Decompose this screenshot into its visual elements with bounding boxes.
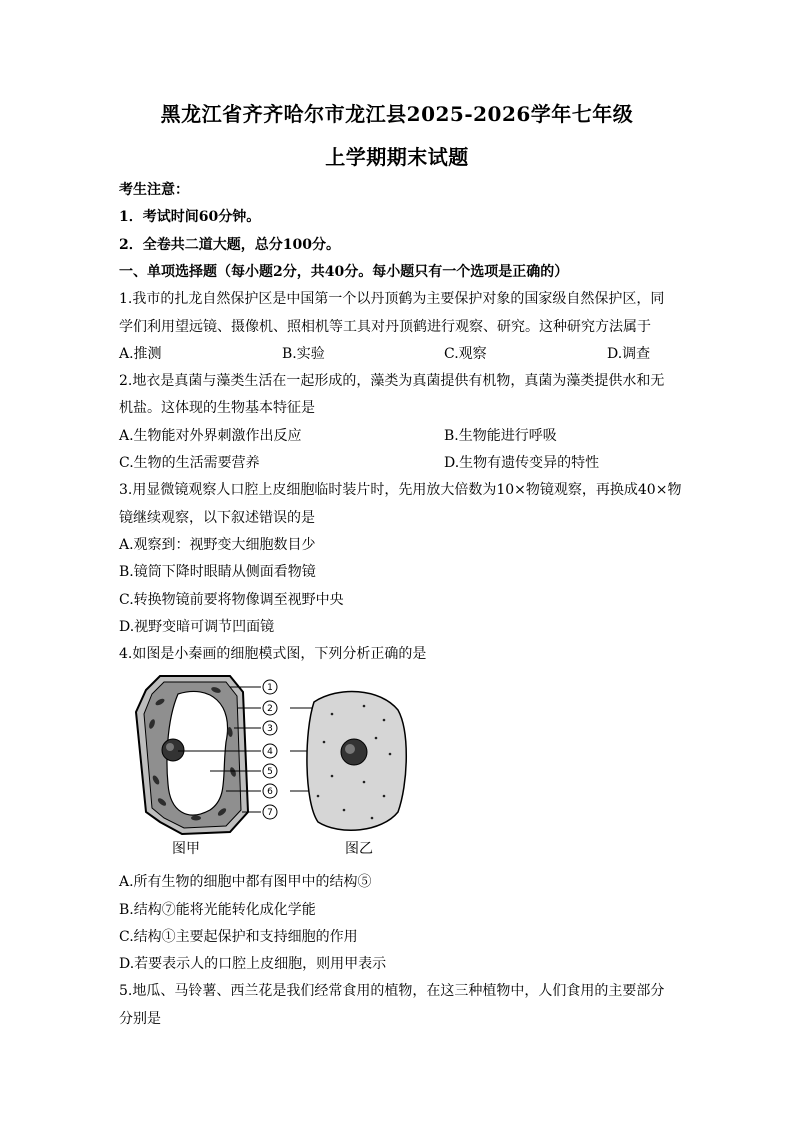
svg-text:3: 3 (267, 724, 273, 734)
notice-item-2: 2．全卷共二道大题，总分100分。 (119, 237, 340, 253)
svg-text:2: 2 (267, 704, 273, 714)
q2-stem-line2: 机盐。这体现的生物基本特征是 (119, 400, 315, 416)
svg-text:7: 7 (267, 808, 273, 818)
q1-stem-line2: 学们利用望远镜、摄像机、照相机等工具对丹顶鹤进行观察、研究。这种研究方法属于 (119, 319, 651, 335)
notice-item-1: 1．考试时间60分钟。 (119, 209, 261, 225)
q1-stem-line1: 1.我市的扎龙自然保护区是中国第一个以丹顶鹤为主要保护对象的国家级自然保护区，同 (119, 291, 665, 307)
q2-option-b: B.生物能进行呼吸 (444, 428, 557, 444)
q3-option-d: D.视野变暗可调节凹面镜 (119, 619, 275, 635)
q4-option-d: D.若要表示人的口腔上皮细胞，则用甲表示 (119, 956, 387, 972)
q1-option-a: A.推测 (119, 346, 162, 362)
q1-option-d: D.调查 (607, 346, 651, 362)
exam-title-line1: 黑龙江省齐齐哈尔市龙江县2025-2026学年七年级 (160, 102, 634, 126)
cell-diagram-figure (118, 672, 418, 862)
figure-a-caption: 图甲 (172, 841, 200, 857)
q4-stem: 4.如图是小秦画的细胞模式图，下列分析正确的是 (119, 646, 427, 662)
animal-cell-drawing (307, 692, 406, 831)
notice-header: 考生注意： (119, 182, 189, 198)
svg-text:6: 6 (267, 787, 273, 797)
svg-text:5: 5 (267, 767, 273, 777)
q3-stem-line2: 镜继续观察，以下叙述错误的是 (119, 510, 315, 526)
figure-b-caption: 图乙 (345, 841, 373, 857)
q1-option-c: C.观察 (444, 346, 487, 362)
svg-text:1: 1 (267, 683, 273, 693)
q3-option-c: C.转换物镜前要将物像调至视野中央 (119, 592, 344, 608)
q2-option-d: D.生物有遗传变异的特性 (444, 455, 600, 471)
q4-option-c: C.结构①主要起保护和支持细胞的作用 (119, 929, 358, 945)
q5-stem-line2: 分别是 (119, 1011, 161, 1027)
q4-option-a: A.所有生物的细胞中都有图甲中的结构⑤ (119, 874, 372, 890)
exam-title-line2: 上学期期末试题 (325, 145, 469, 169)
section-heading: 一、单项选择题（每小题2分，共40分。每小题只有一个选项是正确的） (119, 264, 569, 280)
q5-stem-line1: 5.地瓜、马铃薯、西兰花是我们经常食用的植物，在这三种植物中，人们食用的主要部分 (119, 983, 665, 999)
q1-option-b: B.实验 (282, 346, 325, 362)
q3-stem-line1: 3.用显微镜观察人口腔上皮细胞临时装片时，先用放大倍数为10×物镜观察，再换成40×物 (119, 482, 682, 498)
q2-option-a: A.生物能对外界刺激作出反应 (119, 428, 302, 444)
cell-diagram (118, 672, 418, 862)
q3-option-a: A.观察到：视野变大细胞数目少 (119, 537, 316, 553)
q2-option-c: C.生物的生活需要营养 (119, 455, 260, 471)
plant-cell-drawing (136, 676, 248, 834)
q2-stem-line1: 2.地衣是真菌与藻类生活在一起形成的，藻类为真菌提供有机物，真菌为藻类提供水和无 (119, 373, 665, 389)
svg-text:4: 4 (267, 747, 273, 757)
q4-option-b: B.结构⑦能将光能转化成化学能 (119, 902, 316, 918)
q3-option-b: B.镜筒下降时眼睛从侧面看物镜 (119, 564, 316, 580)
